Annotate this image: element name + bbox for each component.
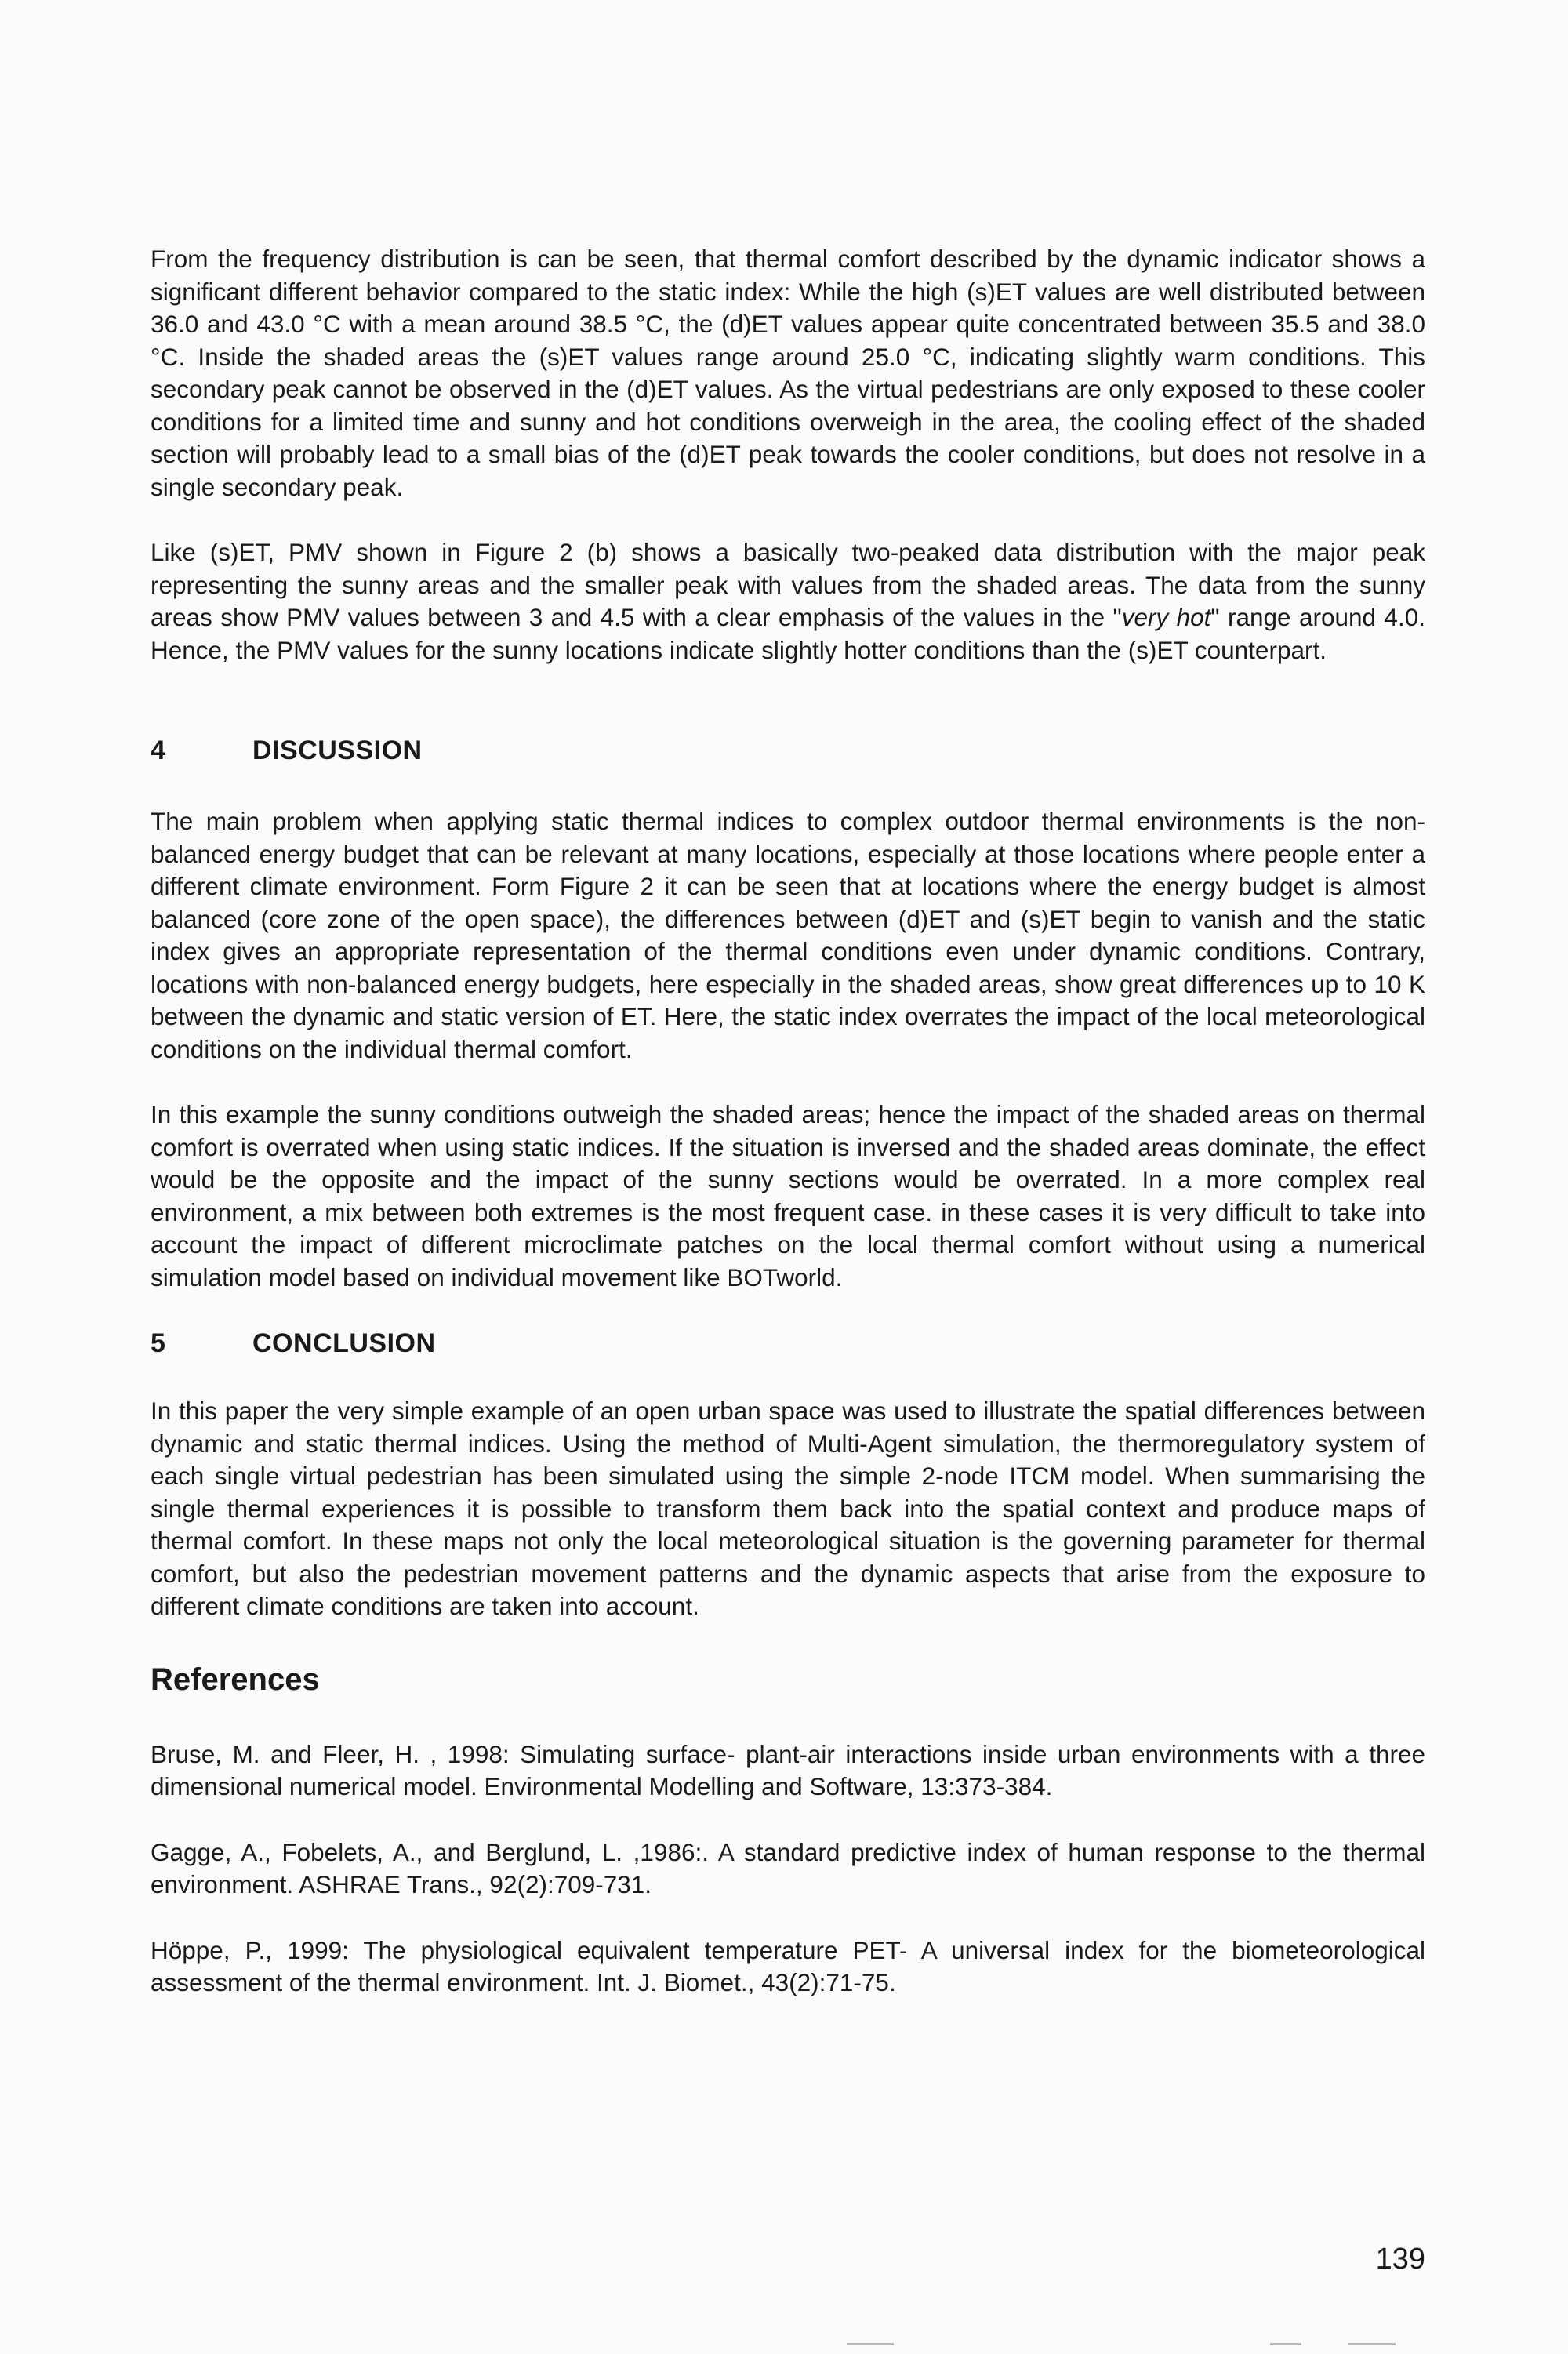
scan-mark xyxy=(1348,2343,1396,2345)
body-paragraph-1: From the frequency distribution is can be seen, that thermal comfort described by the dynamic indicator shows a significant different behavior compared to the static index: While the high (s)ET values are well distributed between 36.0 and 43.0 °C with a mean around 38.5 °C, the (d)ET values appear quite concentrated between 35.5 and 38.0 °C. Inside the shaded areas the (s)ET values range around 25.0 °C, indicating slightly warm conditions. This secondary peak cannot be observed in the (d)ET values. As the virtual pedestrians are only exposed to these cooler conditions for a limited time and sunny and hot conditions overweigh in the area, the cooling effect of the shaded section will probably lead to a small bias of the (d)ET peak towards the cooler conditions, but does not resolve in a single secondary peak. xyxy=(151,245,1425,501)
references-title: References xyxy=(151,1662,320,1697)
page-number: 139 xyxy=(1375,2243,1425,2276)
section-5-number: 5 xyxy=(151,1328,166,1358)
conclusion-paragraph: In this paper the very simple example of an open urban space was used to illustrate the spatial differences between dynamic and static thermal indices. Using the method of Multi-Agent simulation, the thermoregulatory system of each single virtual pedestrian has been simulated using the simple 2-node ITCM model. When summarising the single thermal experiences it is possible to transform them back into the spatial context and produce maps of thermal comfort. In these maps not only the local meteorological situation is the governing parameter for thermal comfort, but also the pedestrian movement patterns and the dynamic aspects that arise from the exposure to different climate conditions are taken into account. xyxy=(151,1397,1425,1620)
discussion-paragraph-2: In this example the sunny conditions outweigh the shaded areas; hence the impact of the shaded areas on thermal comfort is overrated when using static indices. If the situation is inversed and the shaded areas dominate, the effect would be the opposite and the impact of the sunny sections would be overrated. In a more complex real environment, a mix between both extremes is the most frequent case. in these cases it is very difficult to take into account the impact of different microclimate patches on the local thermal comfort without using a numerical simulation model based on individual movement like BOTworld. xyxy=(151,1100,1425,1291)
section-5-title: CONCLUSION xyxy=(252,1328,436,1358)
section-4-heading xyxy=(151,736,1425,766)
section-5-heading xyxy=(151,1328,1425,1359)
section-4-number: 4 xyxy=(151,736,166,765)
page-content xyxy=(151,243,1425,2000)
reference-item-3: Höppe, P., 1999: The physiological equivalent temperature PET- A universal index for the biometeorological assessment of the thermal environment. Int. J. Biomet., 43(2):71-75. xyxy=(151,1935,1425,1996)
scan-mark xyxy=(847,2343,894,2345)
body-paragraph-2 xyxy=(151,536,1425,667)
section-4-title: DISCUSSION xyxy=(252,736,423,765)
para2-text-a: Like (s)ET, PMV shown in Figure 2 (b) shows a basically two-peaked data distribution with the major peak representing the sunny areas and the smaller peak with values from the shaded areas. The data from the sunny areas show PMV values between 3 and 4.5 with a clear emphasis of the values in the " xyxy=(151,538,1425,631)
scan-mark xyxy=(1270,2343,1301,2345)
para2-text-b: " range around 4.0. Hence, the PMV values for the sunny locations indicate slightly hotter conditions than the (s)ET counterpart. xyxy=(151,603,1425,664)
discussion-paragraph-1: The main problem when applying static thermal indices to complex outdoor thermal environments is the non-balanced energy budget that can be relevant at many locations, especially at those locations where people enter a different climate environment. Form Figure 2 it can be seen that at locations where the energy budget is almost balanced (core zone of the open space), the differences between (d)ET and (s)ET begin to vanish and the static index gives an appropriate representation of the thermal conditions even under dynamic conditions. Contrary, locations with non-balanced energy budgets, here especially in the shaded areas, show great differences up to 10 K between the dynamic and static version of ET. Here, the static index overrates the impact of the local meteorological conditions on the individual thermal comfort. xyxy=(151,807,1425,1063)
reference-item-1: Bruse, M. and Fleer, H. , 1998: Simulating surface- plant-air interactions inside urban environments with a three dimensional numerical model. Environmental Modelling and Software, 13:373-384. xyxy=(151,1739,1425,1800)
para2-italic: very hot xyxy=(1121,603,1211,631)
reference-item-2: Gagge, A., Fobelets, A., and Berglund, L. ,1986:. A standard predictive index of human response to the thermal environment. ASHRAE Trans., 92(2):709-731. xyxy=(151,1837,1425,1898)
